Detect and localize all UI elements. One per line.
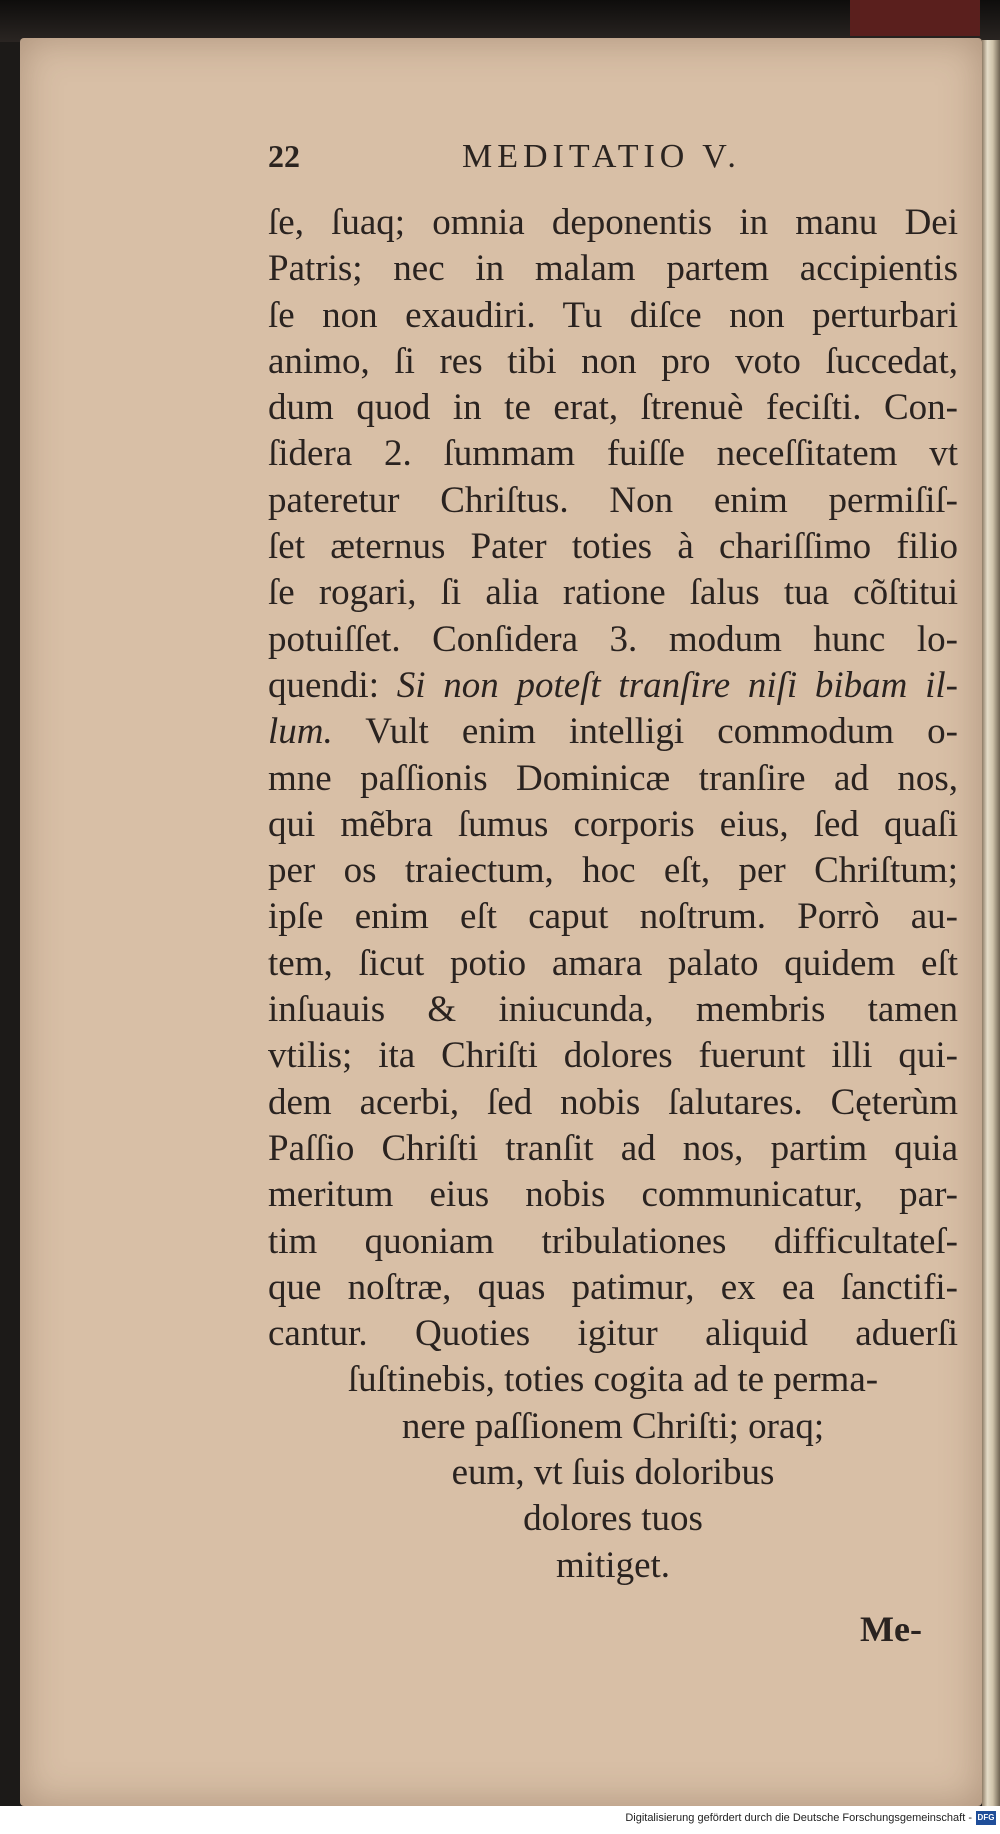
running-title: MEDITATIO V. bbox=[462, 138, 741, 175]
text-line: Paſſio Chriſti tranſit ad nos, partim quia bbox=[268, 1127, 958, 1169]
footer-bar bbox=[0, 1806, 1000, 1834]
text-line: tem, ſicut potio amara palato quidem eſt bbox=[268, 942, 958, 984]
text-line: mne paſſionis Dominicæ tranſire ad nos, bbox=[268, 757, 958, 799]
tapered-line: ſuſtinebis, toties cogita ad te perma- bbox=[347, 1359, 879, 1401]
page-number: 22 bbox=[268, 138, 300, 174]
text-line: per os traiectum, hoc eſt, per Chriſtum; bbox=[268, 850, 958, 892]
text-line: dum quod in te erat, ſtrenuè feciſti. Con- bbox=[268, 387, 958, 429]
text-line: Patris; nec in malam partem accipientis bbox=[268, 248, 958, 290]
text-segment: Vult enim intelligi commodum o- bbox=[332, 711, 958, 753]
text-line: ipſe enim eſt caput noſtrum. Porrò au- bbox=[268, 896, 958, 938]
scripture-quotation: lum. bbox=[268, 711, 333, 753]
text-line: ſet æternus Pater toties à chariſſimo filio bbox=[268, 526, 958, 568]
text-line: qui mẽbra ſumus corporis eius, ſed quaſi bbox=[268, 803, 958, 845]
book-top-edge bbox=[0, 0, 1000, 42]
text-line: inſuauis & iniucunda, membris tamen bbox=[268, 989, 958, 1031]
catchword: Me- bbox=[860, 1609, 922, 1649]
text-segment: quendi: bbox=[268, 664, 397, 706]
text-line: potuiſſet. Conſidera 3. modum hunc lo- bbox=[268, 618, 958, 660]
text-line: dem acerbi, ſed nobis ſalutares. Cęterùm bbox=[268, 1081, 958, 1123]
text-line: ſe rogari, ſi alia ratione ſalus tua cõſtitui bbox=[268, 572, 958, 614]
text-line: cantur. Quoties igitur aliquid aduerſi bbox=[268, 1313, 958, 1355]
text-line: que noſtræ, quas patimur, ex ea ſanctifi- bbox=[268, 1266, 958, 1308]
text-line: vtilis; ita Chriſti dolores fuerunt illi qui- bbox=[268, 1035, 958, 1077]
book-fore-edge bbox=[982, 40, 1000, 1810]
text-line-with-quotation bbox=[268, 663, 958, 709]
tapered-line: eum, vt ſuis doloribus bbox=[451, 1452, 775, 1494]
tapered-line: nere paſſionem Chriſti; oraq; bbox=[401, 1405, 825, 1447]
tapered-line: mitiget. bbox=[555, 1544, 671, 1586]
body-text bbox=[268, 200, 958, 1589]
text-line: pateretur Chriſtus. Non enim permiſiſ- bbox=[268, 479, 958, 521]
text-line: ſidera 2. ſummam fuiſſe neceſſitatem vt bbox=[268, 433, 958, 475]
dfg-logo-icon: DFG bbox=[976, 1811, 996, 1825]
scripture-quotation: Si non poteſt tranſire niſi bibam il- bbox=[396, 664, 959, 706]
text-line: tim quoniam tribulationes difficultateſ- bbox=[268, 1220, 958, 1262]
tapered-line: dolores tuos bbox=[523, 1498, 703, 1540]
text-line: meritum eius nobis communicatur, par- bbox=[268, 1174, 958, 1216]
text-line-with-quotation bbox=[268, 709, 958, 755]
text-line: animo, ſi res tibi non pro voto ſuccedat, bbox=[268, 340, 958, 382]
text-line: ſe non exaudiri. Tu diſce non perturbari bbox=[268, 294, 958, 336]
text-line: ſe, ſuaq; omnia deponentis in manu Dei bbox=[268, 202, 958, 243]
red-cloth-detail bbox=[850, 0, 980, 36]
funding-credit: Digitalisierung gefördert durch die Deutsche Forschungsgemeinschaft - bbox=[625, 1812, 972, 1824]
